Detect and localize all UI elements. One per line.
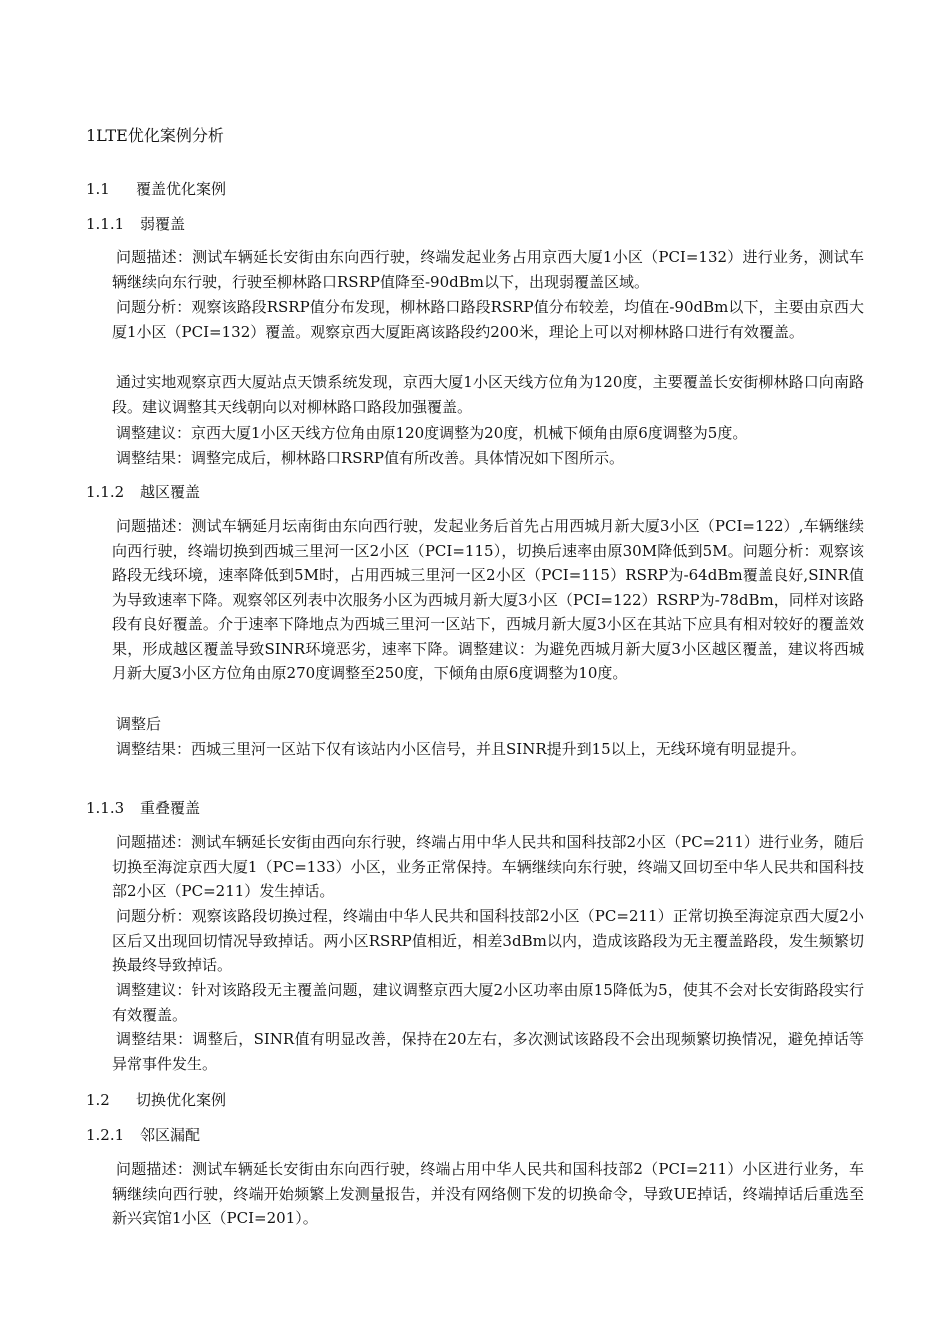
section-heading-1-2-1 — [86, 1124, 200, 1146]
paragraph-overlap-description: 问题描述：测试车辆延长安街由西向东行驶，终端占用中华人民共和国科技部2小区（PC=211）进行业务，随后切换至海淀京西大厦1（PC=133）小区，业务正常保持。车辆继续向东行驶，终端又回切至中华人民共和国科技部2小区（PC=211）发生掉话。 — [112, 833, 864, 900]
section-number: 1.1.2 — [86, 483, 125, 501]
section-number: 1.2.1 — [86, 1126, 125, 1144]
section-heading-1-1-1 — [86, 213, 185, 235]
section-title: 切换优化案例 — [136, 1091, 227, 1109]
paragraph-overlap-analysis: 问题分析：观察该路段切换过程，终端由中华人民共和国科技部2小区（PC=211）正常切换至海淀京西大厦2小区后又出现回切情况导致掉话。两小区RSRP值相近，相差3dBm以内，造成该路段为无主覆盖路段，发生频繁切换最终导致掉话。 — [112, 907, 864, 974]
section-number: 1.1.1 — [86, 215, 125, 233]
section-heading-1-2 — [86, 1089, 226, 1111]
section-number: 1.1 — [86, 180, 110, 198]
paragraph-weak-coverage-suggestion: 调整建议：京西大厦1小区天线方位角由原120度调整为20度，机械下倾角由原6度调整为5度。 — [116, 424, 748, 442]
section-title: 邻区漏配 — [140, 1126, 201, 1144]
paragraph-overlap-suggestion: 调整建议：针对该路段无主覆盖问题，建议调整京西大厦2小区功率由原15降低为5，使其不会对长安街路段实行有效覆盖。 — [112, 981, 864, 1024]
section-title: 重叠覆盖 — [140, 799, 201, 817]
section-heading-1-1 — [86, 178, 226, 200]
paragraph-overshoot-description: 问题描述：测试车辆延月坛南街由东向西行驶，发起业务后首先占用西城月新大厦3小区（PCI=122）,车辆继续向西行驶，终端切换到西城三里河一区2小区（PCI=115），切换后速率由原30M降低到5M。问题分析：观察该路段无线环境，速率降低到5M时，占用西城三里河一区2小区（PCI=115）RSRP为-64dBm覆盖良好,SINR值为导致速率下降。观察邻区列表中次服务小区为西城月新大厦3小区（PCI=122）RSRP为-78dBm，同样对该路段有良好覆盖。介于速率下降地点为西城三里河一区站下，西城月新大厦3小区在其站下应具有相对较好的覆盖效果，形成越区覆盖导致SINR环境恶劣，速率下降。调整建议：为避免西城月新大厦3小区越区覆盖，建议将西城月新大厦3小区方位角由原270度调整至250度，下倾角由原6度调整为10度。 — [112, 517, 864, 682]
section-number: 1.1.3 — [86, 799, 125, 817]
paragraph-weak-coverage-analysis: 问题分析：观察该路段RSRP值分布发现，柳林路口路段RSRP值分布较差，均值在-90dBm以下，主要由京西大厦1小区（PCI=132）覆盖。观察京西大厦距离该路段约200米，理论上可以对柳林路口进行有效覆盖。 — [112, 298, 864, 341]
paragraph-missing-neighbor-description: 问题描述：测试车辆延长安街由东向西行驶，终端占用中华人民共和国科技部2（PCI=211）小区进行业务，车辆继续向西行驶，终端开始频繁上发测量报告，并没有网络侧下发的切换命令，导致UE掉话，终端掉话后重选至新兴宾馆1小区（PCI=201）。 — [112, 1160, 864, 1227]
section-title: 弱覆盖 — [140, 215, 186, 233]
paragraph-weak-coverage-description: 问题描述：测试车辆延长安街由东向西行驶，终端发起业务占用京西大厦1小区（PCI=132）进行业务，测试车辆继续向东行驶，行驶至柳林路口RSRP值降至-90dBm以下，出现弱覆盖区域。 — [112, 248, 864, 291]
section-heading-1-1-2 — [86, 481, 200, 503]
section-heading-1-1-3 — [86, 797, 200, 819]
paragraph-overshoot-after-label: 调整后 — [116, 715, 162, 733]
paragraph-overlap-result: 调整结果：调整后，SINR值有明显改善，保持在20左右，多次测试该路段不会出现频繁切换情况，避免掉话等异常事件发生。 — [112, 1030, 864, 1073]
paragraph-weak-coverage-result: 调整结果：调整完成后，柳林路口RSRP值有所改善。具体情况如下图所示。 — [116, 449, 624, 467]
section-title: 越区覆盖 — [140, 483, 201, 501]
document-title: 1LTE优化案例分析 — [86, 126, 224, 145]
section-title: 覆盖优化案例 — [136, 180, 227, 198]
paragraph-overshoot-result: 调整结果：西城三里河一区站下仅有该站内小区信号，并且SINR提升到15以上，无线环境有明显提升。 — [116, 740, 806, 758]
section-number: 1.2 — [86, 1091, 110, 1109]
paragraph-weak-coverage-survey: 通过实地观察京西大厦站点天馈系统发现，京西大厦1小区天线方位角为120度，主要覆盖长安街柳林路口向南路段。建议调整其天线朝向以对柳林路口路段加强覆盖。 — [112, 373, 864, 416]
